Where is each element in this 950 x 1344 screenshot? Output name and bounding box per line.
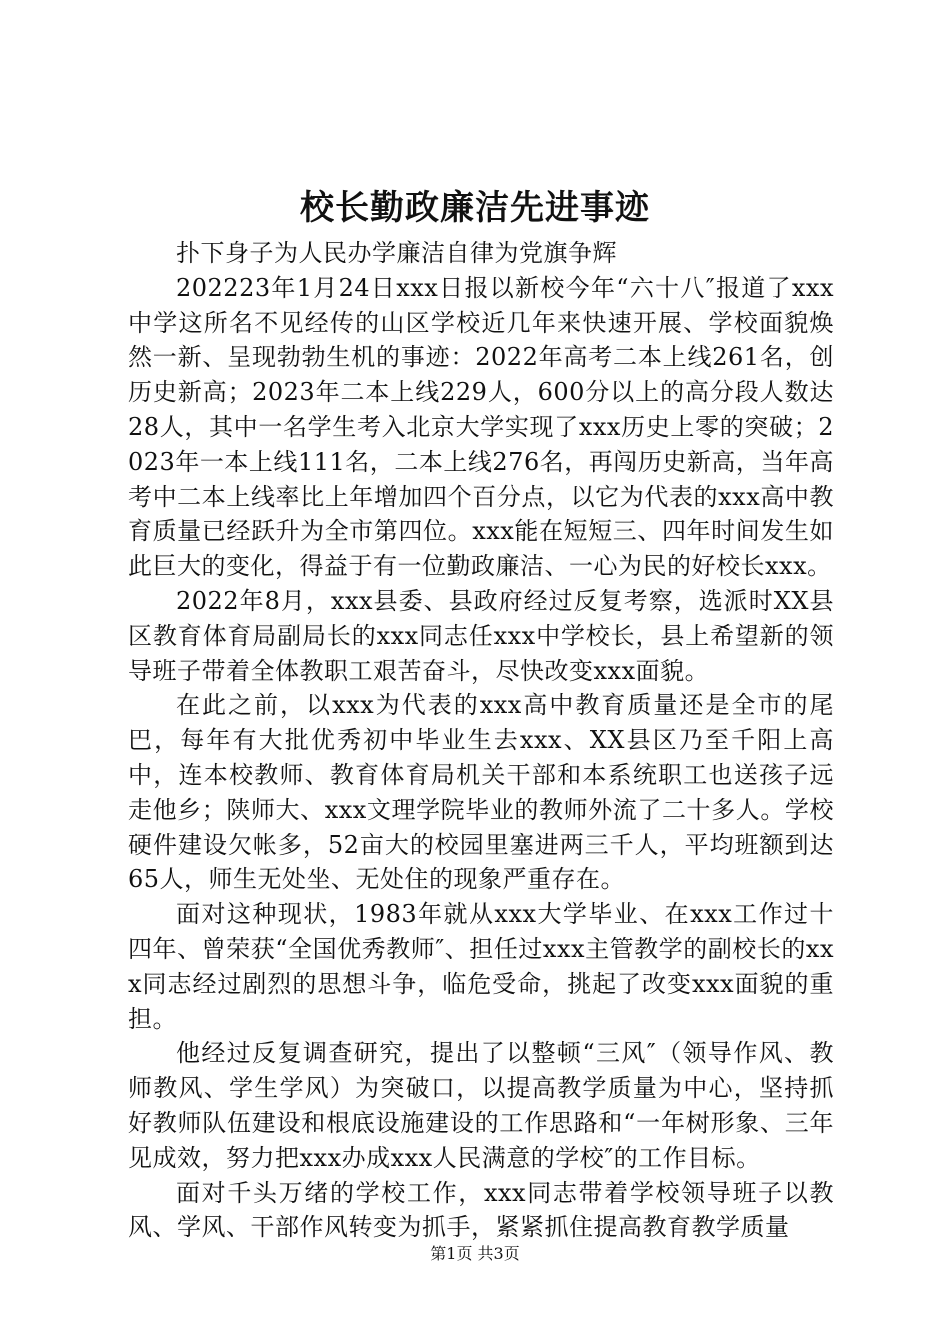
paragraph: 他经过反复调查研究，提出了以整顿“三风″（领导作风、教师教风、学生学风）为突破口，以提高教学质量为中心，坚持抓好教师队伍建设和根底设施建设的工作思路和“一年树形象、三年见成效，努力把xxx办成xxx人民满意的学校″的工作目标。 <box>128 1039 834 1172</box>
page-number-footer: 第1页 共3页 <box>430 1244 520 1263</box>
paragraph: 面对这种现状，1983年就从xxx大学毕业、在xxx工作过十四年、曾荣获“全国优秀教师″、担任过xxx主管教学的副校长的xxx同志经过剧烈的思想斗争，临危受命，挑起了改变xxx面貌的重担。 <box>128 900 834 1033</box>
paragraph: 面对千头万绪的学校工作，xxx同志带着学校领导班子以教风、学风、干部作风转变为抓手，紧紧抓住提高教育教学质量 <box>128 1178 834 1242</box>
paragraph: 202223年1月24日xxx日报以新校今年“六十八″报道了xxx中学这所名不见经传的山区学校近几年来快速开展、学校面貌焕然一新、呈现勃勃生机的事迹：2022年高考二本上线261名，创历史新高；2023年二本上线229人，600分以上的高分段人数达28人，其中一名学生考入北京大学实现了xxx历史上零的突破；2023年一本上线111名，二本上线276名，再闯历史新高，当年高考中二本上线率比上年增加四个百分点，以它为代表的xxx高中教育质量已经跃升为全市第四位。xxx能在短短三、四年时间发生如此巨大的变化，得益于有一位勤政廉洁、一心为民的好校长xxx。 <box>128 273 834 581</box>
paragraph: 2022年8月，xxx县委、县政府经过反复考察，选派时XX县区教育体育局副局长的xxx同志任xxx中学校长，县上希望新的领导班子带着全体教职工艰苦奋斗，尽快改变xxx面貌。 <box>128 586 834 685</box>
paragraph: 在此之前，以xxx为代表的xxx高中教育质量还是全市的尾巴，每年有大批优秀初中毕业生去xxx、XX县区乃至千阳上高中，连本校教师、教育体育局机关干部和本系统职工也送孩子远走他乡；陕师大、xxx文理学院毕业的教师外流了二十多人。学校硬件建设欠帐多，52亩大的校园里塞进两三千人，平均班额到达65人，师生无处坐、无处住的现象严重存在。 <box>128 691 834 894</box>
paragraph-subtitle: 扑下身子为人民办学廉洁自律为党旗争辉 <box>176 239 617 267</box>
document-title: 校长勤政廉洁先进事迹 <box>300 188 650 228</box>
document-body <box>128 236 834 1245</box>
